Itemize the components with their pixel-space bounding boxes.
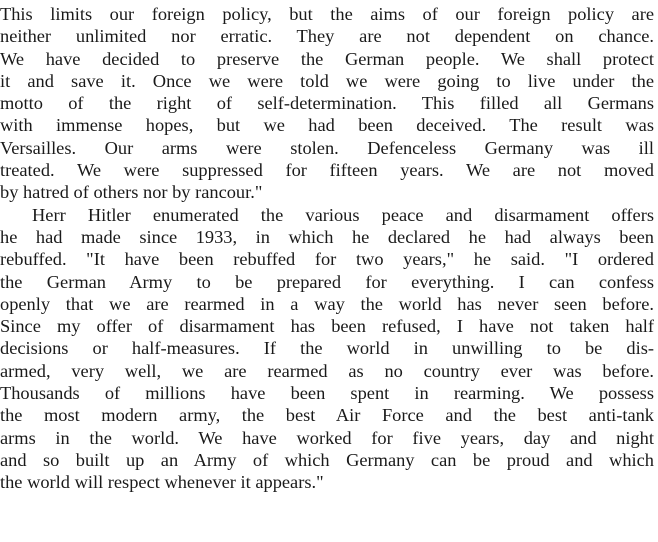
text-line: the German Army to be prepared for everything. I can confess	[0, 271, 654, 292]
text-line: treated. We were suppressed for fifteen years. We are not moved	[0, 160, 654, 181]
text-line: it and save it. Once we were told we were going to live under the	[0, 70, 654, 91]
text-line: Thousands of millions have been spent in rearming. We possess	[0, 383, 654, 404]
text-line: Versailles. Our arms were stolen. Defenceless Germany was ill	[0, 137, 654, 158]
text-line: We have decided to preserve the German people. We shall protect	[0, 48, 654, 69]
text-line: motto of the right of self-determination. This filled all Germans	[0, 93, 654, 114]
text-line: the world will respect whenever it appears."	[0, 472, 324, 493]
text-line: arms in the world. We have worked for five years, day and night	[0, 427, 654, 448]
text-line: This limits our foreign policy, but the aims of our foreign policy are	[0, 4, 654, 24]
paragraph-1	[0, 3, 654, 204]
text-line: decisions or half-measures. If the world in unwilling to be dis-	[0, 338, 654, 359]
text-line: Since my offer of disarmament has been refused, I have not taken half	[0, 316, 654, 337]
text-line: the most modern army, the best Air Force and the best anti-tank	[0, 405, 654, 426]
text-line: Herr Hitler enumerated the various peace and disarmament offers	[32, 204, 654, 225]
text-line: armed, very well, we are rearmed as no country ever was before.	[0, 360, 654, 381]
text-line: neither unlimited nor erratic. They are not dependent on chance.	[0, 26, 654, 47]
text-line: with immense hopes, but we had been deceived. The result was	[0, 115, 654, 136]
text-line: rebuffed. "It have been rebuffed for two years," he said. "I ordered	[0, 249, 654, 270]
paragraph-2	[0, 204, 654, 494]
text-line: and so built up an Army of which Germany can be proud and which	[0, 449, 654, 470]
text-line: he had made since 1933, in which he declared he had always been	[0, 226, 654, 247]
text-line: by hatred of others nor by rancour."	[0, 182, 263, 203]
text-line: openly that we are rearmed in a way the world has never seen before.	[0, 293, 654, 314]
